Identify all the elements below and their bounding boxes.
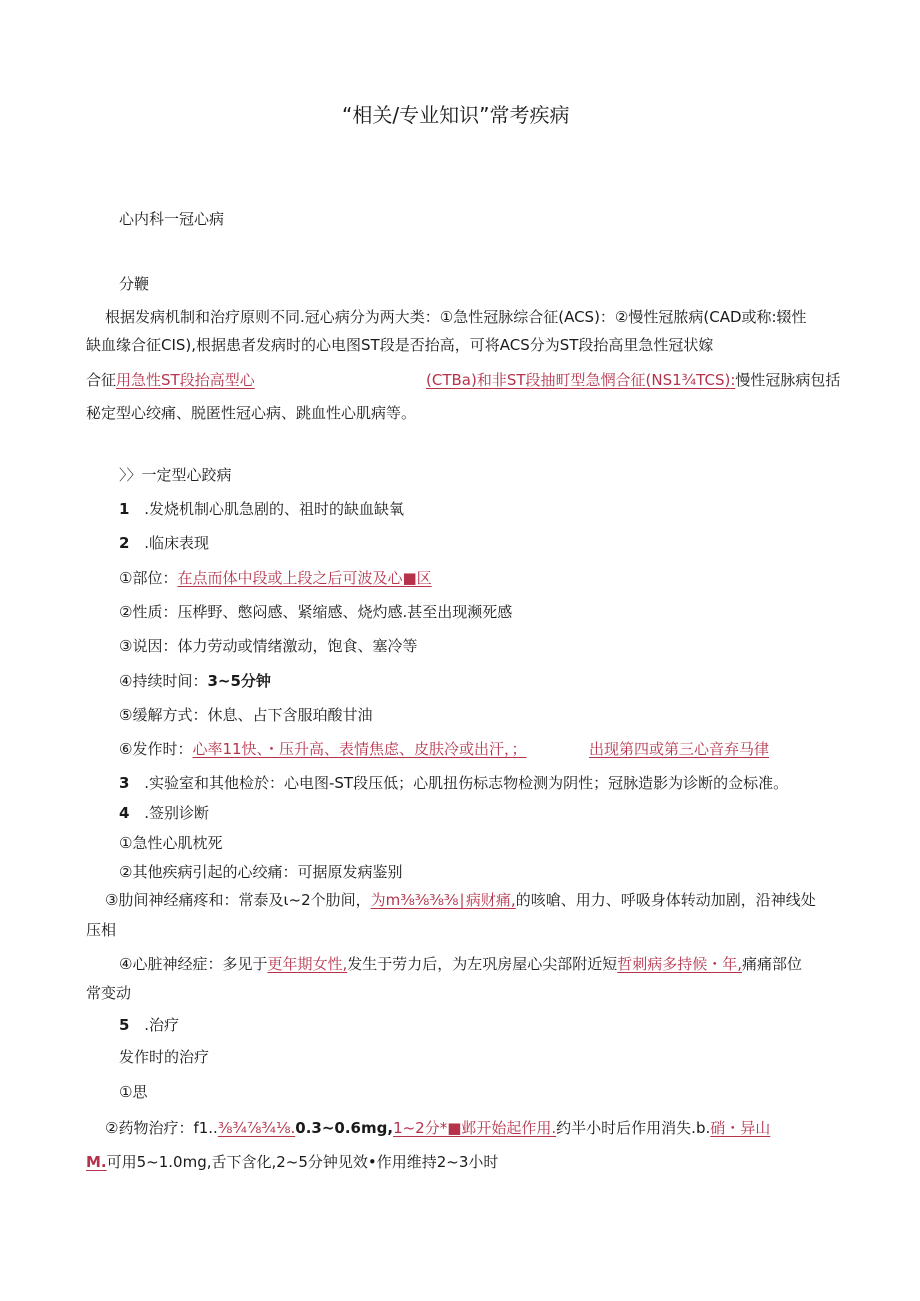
list-item: ①急性心肌枕死 xyxy=(119,834,223,852)
highlight-text: 1~2分*■邺开始起作用. xyxy=(393,1119,557,1137)
list-item xyxy=(119,670,271,692)
item-number: 4 xyxy=(119,804,130,822)
item-text: 约半小时后作用消失.b. xyxy=(556,1119,711,1137)
section-heading: 心内科一冠心病 xyxy=(119,210,225,228)
highlight-text: ⅜¾⅞¾⅛. xyxy=(217,1119,296,1137)
highlight-text: 用急性ST段抬高型心 xyxy=(116,371,255,389)
list-item xyxy=(105,889,816,911)
list-item xyxy=(119,498,404,520)
list-item: 压相 xyxy=(86,921,117,939)
item-text: 痛痛部位 xyxy=(742,955,803,973)
list-item: ②性质：压桦野、憋闷感、紧缩感、烧灼感.甚至出现濒死感 xyxy=(119,603,513,621)
paragraph-line: 缺血缘合征CIS),根据患者发病时的心电图ST段是否抬高，可将ACS分为ST段抬高里急性冠状嫁 xyxy=(86,336,714,354)
list-item xyxy=(119,532,209,554)
list-item xyxy=(119,953,802,975)
highlight-text: 更年期女性, xyxy=(267,955,348,973)
highlight-text: M. xyxy=(86,1153,107,1171)
highlight-text: 硝・异山 xyxy=(710,1119,771,1137)
list-item: 常变动 xyxy=(86,984,132,1002)
list-item xyxy=(589,738,769,760)
list-item xyxy=(119,802,209,824)
highlight-text: 为m⅜⅜⅜⅜∣病财痛, xyxy=(370,891,516,909)
item-text: .发烧机制心肌急剧的、祖时的缺血缺氧 xyxy=(144,500,404,518)
item-text: ③肋间神经痛疼和：常泰及ι~2个肋间， xyxy=(105,891,371,909)
item-text: .实验室和其他检於：心电图-ST段压低；心肌扭伤标志物检测为阴性；冠脉造影为诊断的佥标准。 xyxy=(144,774,789,792)
paragraph-line: 根据发病机制和治疗原则不同.冠心病分为两大类：①急性冠脉综合征(ACS)：②慢性冠脓病(CAD或称:辍性 xyxy=(105,308,807,326)
text-span: 慢性冠脉病包括 xyxy=(735,371,841,389)
item-number: 1 xyxy=(119,500,130,518)
sub-heading: 分鞭 xyxy=(119,275,150,293)
paragraph-line: 秘定型心绞痛、脱匿性冠心病、跳血性心肌病等。 xyxy=(86,404,417,422)
list-item: 发作时的治疗 xyxy=(119,1048,210,1066)
list-item: ②其他疾病引起的心绞痛：可据原发病鉴别 xyxy=(119,863,403,881)
item-text: .签别诊断 xyxy=(144,804,209,822)
item-text: ⑥发作时： xyxy=(119,740,193,758)
topic-heading: 〉〉一定型心跤病 xyxy=(119,466,232,484)
item-number: 5 xyxy=(119,1016,130,1034)
item-text: 的咳嗆、用力、呼吸身体转动加剧，沿神线处 xyxy=(515,891,816,909)
list-item: ⑤缓解方式：休息、占下含服珀酸甘油 xyxy=(119,706,373,724)
page-title: “相关/专业知识”常考疾病 xyxy=(342,103,570,127)
highlight-text: (CTBa)和非ST段抽町型急惘合征(NS1¾TCS): xyxy=(426,371,736,389)
list-item xyxy=(119,738,527,760)
highlight-text: 心率11快、・压升高、表情焦虑、皮肤冷或出汗，； xyxy=(192,740,527,758)
list-item: ①思 xyxy=(119,1083,148,1101)
list-item: ③说因：体力劳动或情绪激动，饱食、塞冷等 xyxy=(119,637,418,655)
list-item xyxy=(105,1117,770,1139)
list-item xyxy=(86,1151,498,1173)
item-text: 可用5~1.0mg,舌下含化,2~5分钟见效•作用维持2~3小时 xyxy=(106,1153,499,1171)
paragraph-line xyxy=(86,369,255,391)
highlight-text: 在点而体中段或上段之后可波及心■区 xyxy=(177,569,432,587)
item-number: 2 xyxy=(119,534,130,552)
item-text: 发生于劳力后，为左巩房屋心尖部附近短 xyxy=(347,955,618,973)
highlight-text: 出现第四或第三心音弃马律 xyxy=(589,740,770,758)
item-text: 3~5分钟 xyxy=(207,672,271,690)
paragraph-line xyxy=(426,369,840,391)
item-text: 0.3~0.6mg, xyxy=(295,1119,394,1137)
list-item xyxy=(119,1014,179,1036)
item-text: .治疗 xyxy=(144,1016,179,1034)
item-text: ④持续时间： xyxy=(119,672,208,690)
list-item xyxy=(119,567,432,589)
item-text: .临床表现 xyxy=(144,534,209,552)
item-text: ②药物治疗：f1.. xyxy=(105,1119,218,1137)
list-item xyxy=(119,772,788,794)
text-span: 合征 xyxy=(86,371,117,389)
item-number: 3 xyxy=(119,774,130,792)
item-text: ④心脏神经症：多见于 xyxy=(119,955,268,973)
highlight-text: 哲刺病多持候・年, xyxy=(617,955,743,973)
item-text: ①部位： xyxy=(119,569,178,587)
